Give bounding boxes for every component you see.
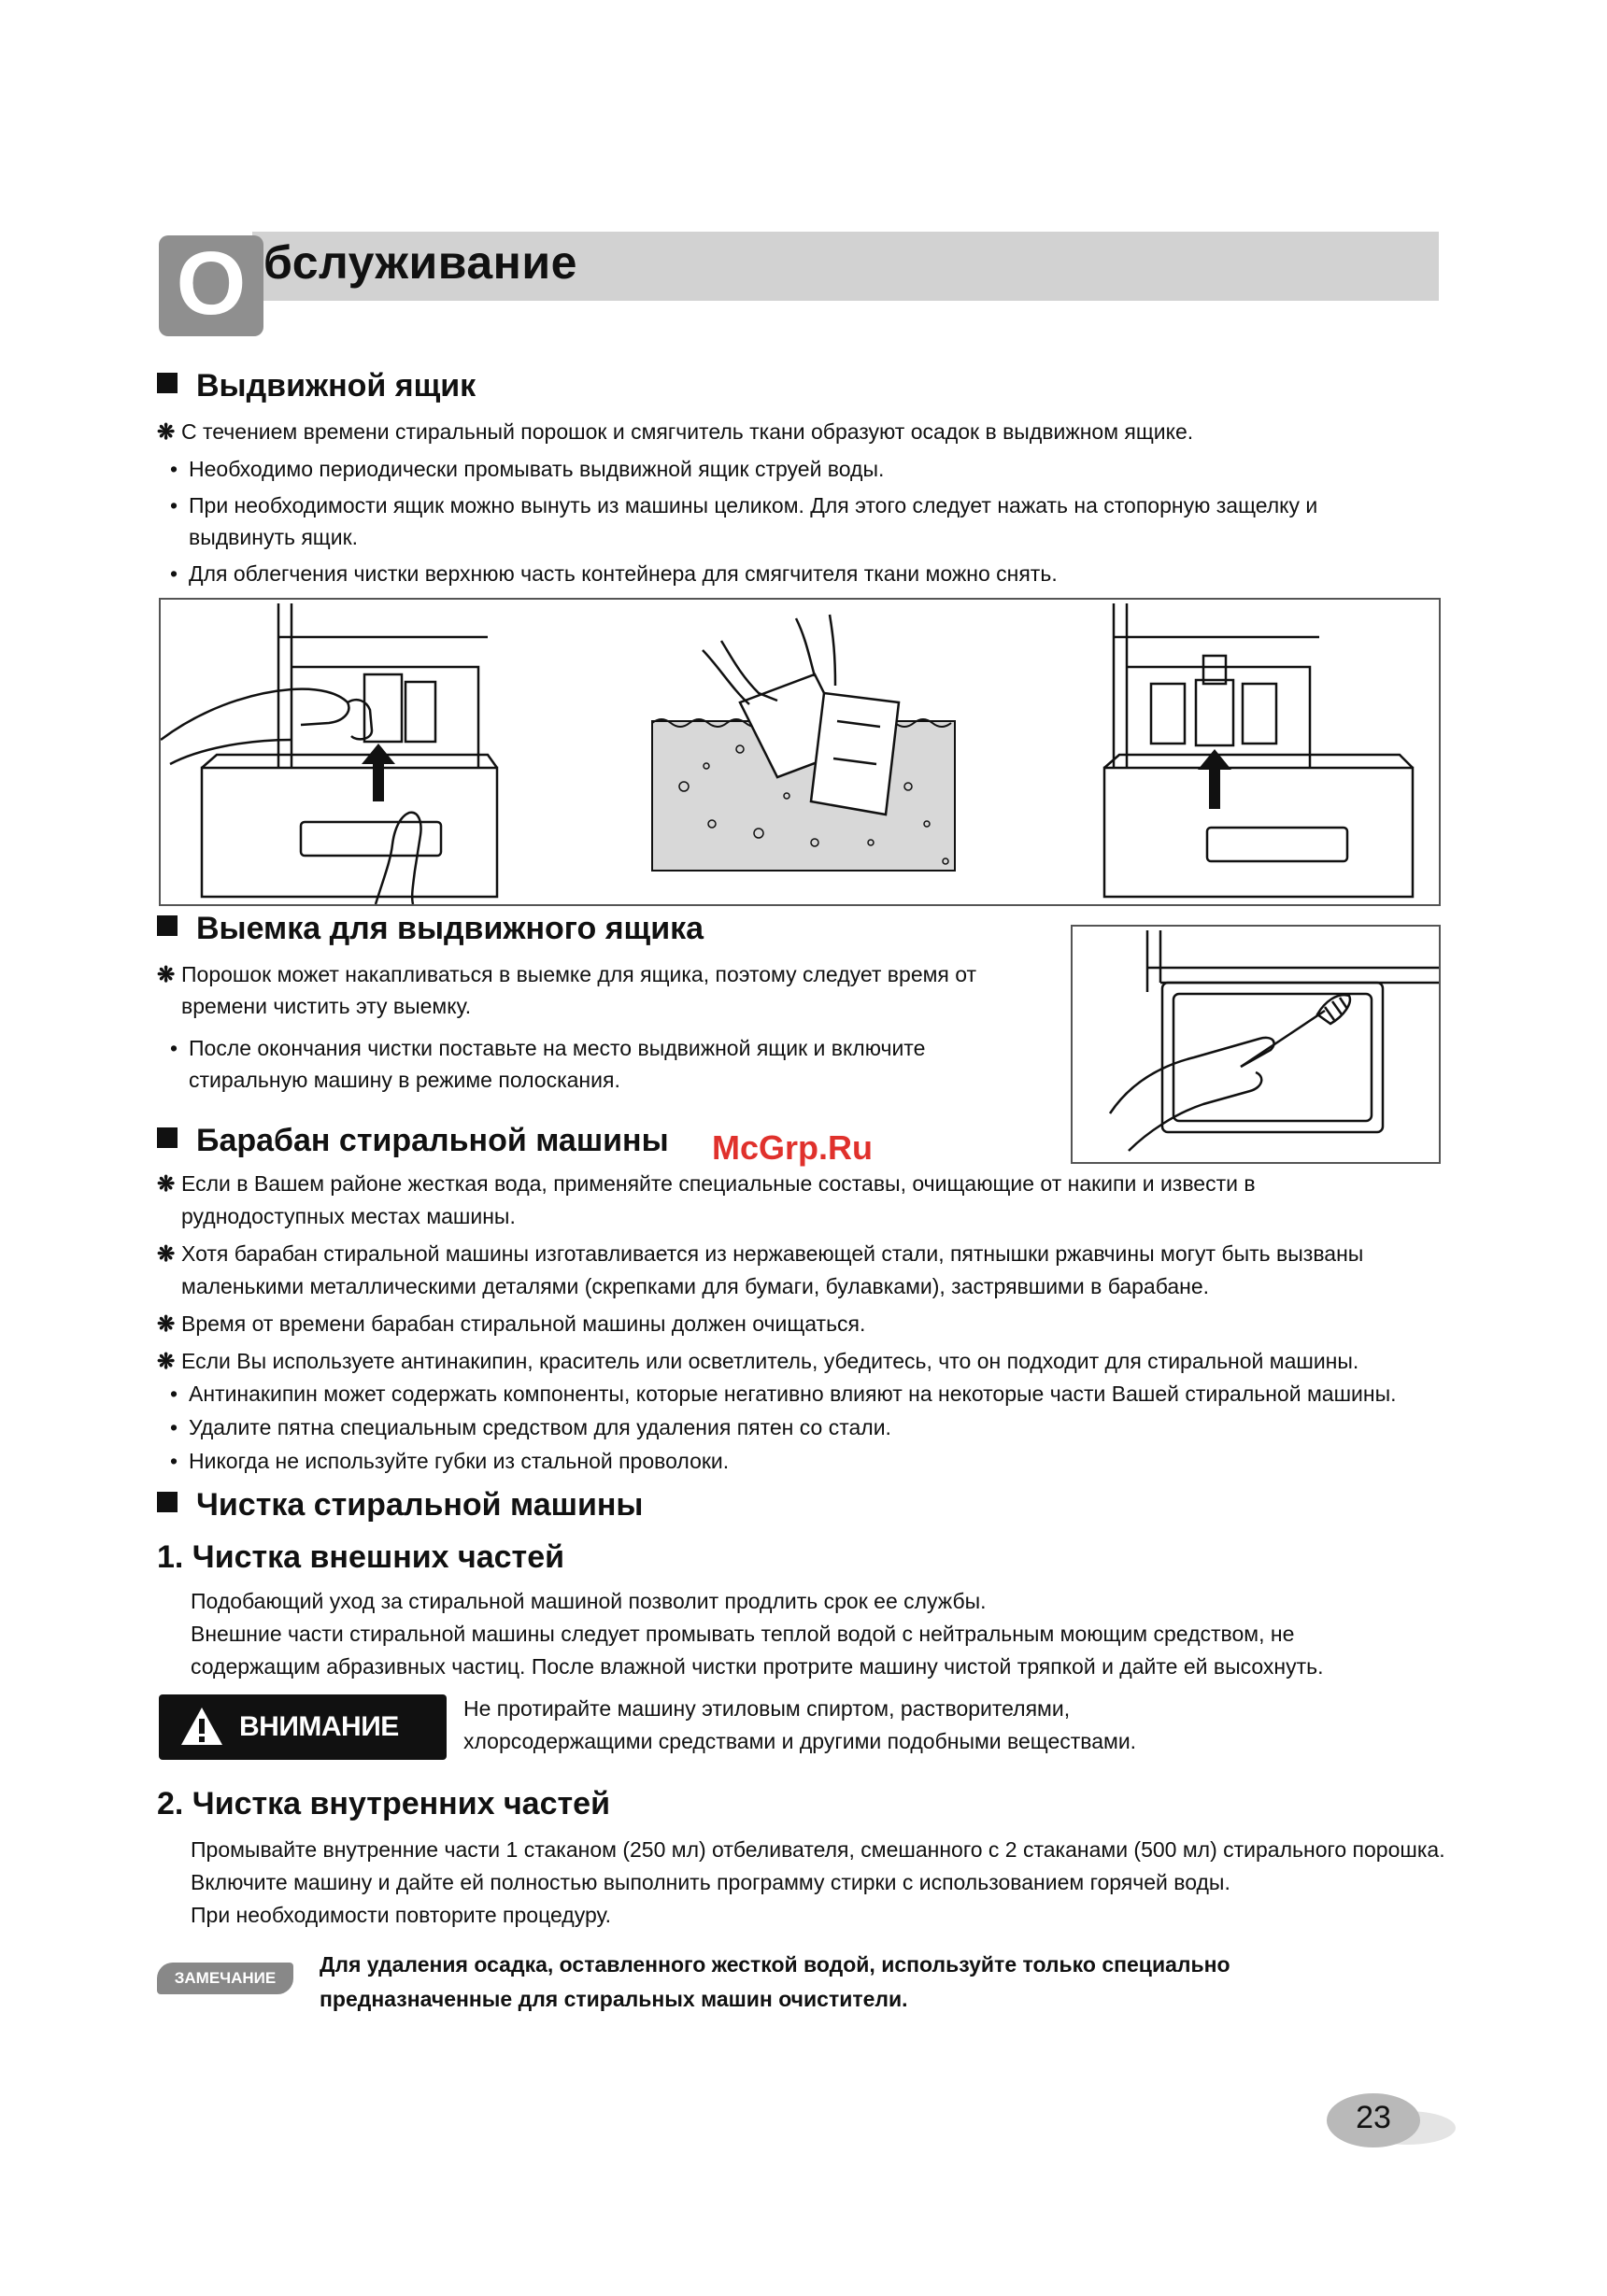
square-bullet-icon [157,373,178,393]
paragraph: Подобающий уход за стиральной машиной позволит продлить срок ее службы. [191,1589,987,1613]
warning-label-box [159,1694,447,1760]
paragraph: Промывайте внутренние части 1 стаканом (250 мл) отбеливателя, смешанного с 2 стаканами (500 мл) стирального порошка. [191,1837,1445,1862]
section-heading-drawer: Выдвижной ящик [157,368,476,404]
paragraph: Включите машину и дайте ей полностью выполнить программу стирки с использованием горячей воды. [191,1870,1230,1894]
drawer-illustrations-figure [159,598,1441,906]
section-heading-drawer-recess: Выемка для выдвижного ящика [157,911,704,947]
warning-text: Не протирайте машину этиловым спиртом, растворителями, [463,1696,1071,1721]
subheading-interior: 2. Чистка внутренних частей [157,1786,610,1821]
up-arrow-icon [1209,768,1220,809]
bullet-item: • Никогда не используйте губки из стальной проволоки. [170,1449,730,1473]
bullet-item: • Антинакипин может содержать компоненты, которые негативно влияют на некоторые части Вашей стиральной машины. [170,1382,1397,1406]
watermark: McGrp.Ru [712,1128,874,1167]
note-label-badge: ЗАМЕЧАНИЕ [157,1963,293,1994]
paragraph: ❋ Хотя барабан стиральной машины изготавливается из нержавеющей стали, пятнышки ржавчины могут быть вызваны [157,1241,1364,1266]
press-latch-illustration [161,603,497,904]
square-bullet-icon [157,915,178,936]
page-title: бслуживание [263,236,577,289]
up-arrow-head-icon [1198,749,1231,770]
page-number: 23 [1356,2100,1391,2135]
warning-triangle-icon [179,1706,224,1747]
recess-brush-svg [1073,927,1439,1162]
washing-in-water-illustration [652,615,955,871]
paragraph: ❋ С течением времени стиральный порошок и смягчитель ткани образуют осадок в выдвижном ящике. [157,419,1194,444]
drawer-illustrations-svg [161,600,1439,904]
paragraph: содержащим абразивных частиц. После влажной чистки протрите машину чистой тряпкой и дайте ей высохнуть. [191,1654,1324,1679]
remove-drawer-illustration [1104,603,1413,897]
page-number-badge [1325,2092,1456,2150]
paragraph: ❋ Время от времени барабан стиральной машины должен очищаться. [157,1311,866,1336]
square-bullet-icon [157,1127,178,1148]
note-text: предназначенные для стиральных машин очистители. [320,1987,908,2011]
square-bullet-icon [157,1492,178,1512]
bullet-item: • После окончания чистки поставьте на место выдвижной ящик и включите [170,1036,926,1060]
bullet-item: • Необходимо периодически промывать выдвижной ящик струей воды. [170,457,885,481]
paragraph: Внешние части стиральной машины следует промывать теплой водой с нейтральным моющим средством, не [191,1622,1295,1646]
paragraph: ❋ Если в Вашем районе жесткая вода, применяйте специальные составы, очищающие от накипи и извести в [157,1171,1256,1196]
warning-text: хлорсодержащими средствами и другими подобными веществами. [463,1729,1137,1753]
bullet-item-continued: выдвинуть ящик. [189,525,359,549]
section-heading-drum: Барабан стиральной машины [157,1123,669,1159]
bullet-item: • При необходимости ящик можно вынуть из машины целиком. Для этого следует нажать на стопорную защелку и [170,493,1318,517]
up-arrow-icon [373,762,384,801]
paragraph: При необходимости повторите процедуру. [191,1903,612,1927]
recess-brush-figure [1071,925,1441,1164]
subheading-exterior: 1. Чистка внешних частей [157,1539,565,1575]
bullet-item: • Для облегчения чистки верхнюю часть контейнера для смягчителя ткани можно снять. [170,561,1058,586]
paragraph: ❋ Порошок может накапливаться в выемке для ящика, поэтому следует время от [157,962,977,986]
paragraph: ❋ Если Вы используете антинакипин, краситель или осветлитель, убедитесь, что он подходит для стиральной машины. [157,1349,1359,1373]
warning-label: ВНИМАНИЕ [239,1711,399,1742]
paragraph-continued: маленькими металлическими деталями (скрепками для бумаги, булавками), застрявшими в барабане. [181,1274,1210,1298]
bullet-item: • Удалите пятна специальным средством для удаления пятен со стали. [170,1415,891,1439]
paragraph-continued: руднодоступных местах машины. [181,1204,516,1228]
header-letter-badge: О [159,235,263,336]
note-text: Для удаления осадка, оставленного жесткой водой, используйте только специально [320,1952,1230,1977]
bullet-item-continued: стиральную машину в режиме полоскания. [189,1068,620,1092]
section-heading-cleaning: Чистка стиральной машины [157,1487,643,1524]
paragraph-continued: времени чистить эту выемку. [181,994,472,1018]
